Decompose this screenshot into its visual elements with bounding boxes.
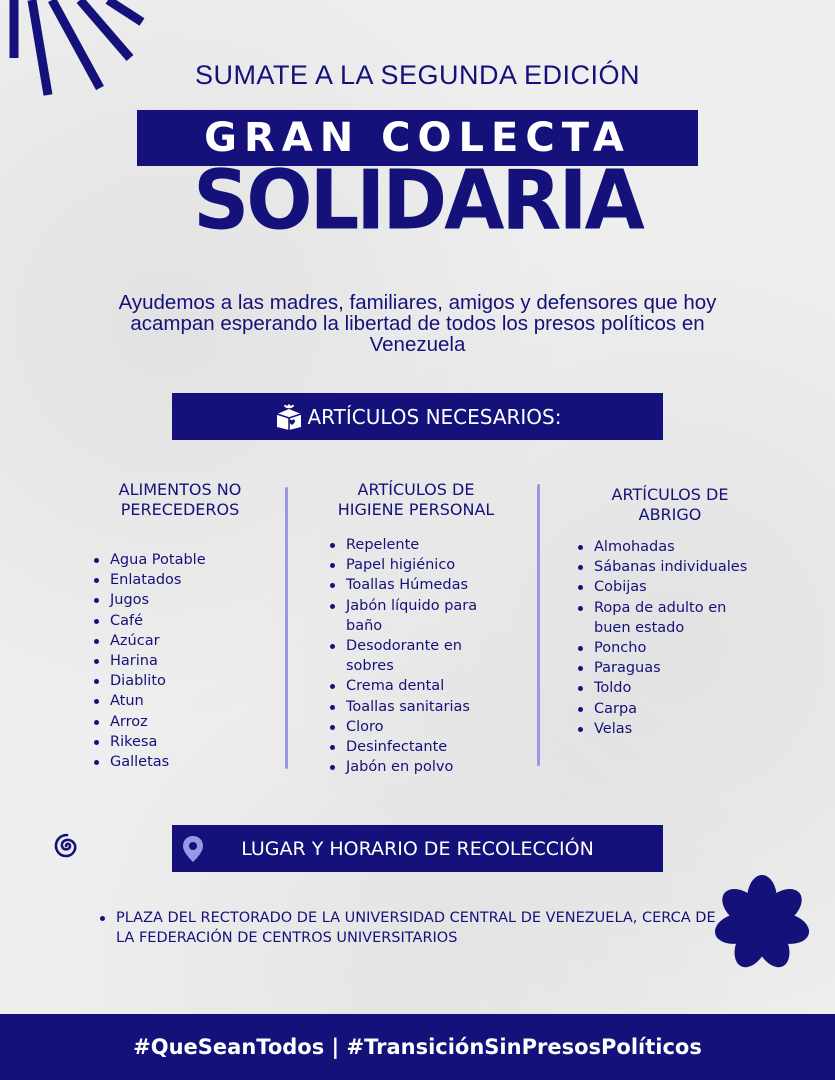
column-food — [80, 480, 280, 772]
list-item: Desodorante en sobres — [328, 636, 500, 676]
location-heading-bar — [172, 825, 663, 872]
list-item: Crema dental — [328, 676, 500, 696]
list-item: Enlatados — [92, 570, 280, 590]
list-item: Toallas Húmedas — [328, 575, 500, 595]
donation-box-icon — [274, 403, 304, 431]
articles-heading: ARTÍCULOS NECESARIOS: — [307, 404, 562, 429]
footer-hashtags: #QueSeanTodos | #TransiciónSinPresosPolíticos — [0, 1014, 835, 1080]
column-warm-items — [570, 485, 770, 739]
list-item: Cobijas — [576, 577, 766, 597]
list-item: Jugos — [92, 590, 280, 610]
warm-items-list — [576, 537, 766, 739]
list-item: Paraguas — [576, 658, 766, 678]
list-item: Poncho — [576, 638, 766, 658]
location-heading: LUGAR Y HORARIO DE RECOLECCIÓN — [241, 837, 594, 860]
list-item: Papel higiénico — [328, 555, 500, 575]
list-item: Ropa de adulto en buen estado — [576, 598, 766, 638]
list-item: Toldo — [576, 678, 766, 698]
list-item: Galletas — [92, 752, 280, 772]
flower-decoration — [712, 873, 812, 973]
food-list — [92, 550, 280, 772]
list-item: Desinfectante — [328, 737, 500, 757]
list-item: Diablito — [92, 671, 280, 691]
list-item: Café — [92, 611, 280, 631]
list-item: Cloro — [328, 717, 500, 737]
list-item: Toallas sanitarias — [328, 697, 500, 717]
title-line-2: SOLIDARIA — [193, 153, 642, 249]
hygiene-list — [328, 535, 500, 777]
list-item: Sábanas individuales — [576, 557, 766, 577]
list-item: Velas — [576, 719, 766, 739]
location-list — [98, 908, 718, 948]
list-item: Jabón en polvo — [328, 757, 500, 777]
list-item: PLAZA DEL RECTORADO DE LA UNIVERSIDAD CENTRAL DE VENEZUELA, CERCA DE LA FEDERACIÓN DE CENTROS UNIVERSITARIOS — [98, 908, 718, 948]
column-title: ALIMENTOS NO PERECEDEROS — [118, 480, 242, 519]
column-title: ARTÍCULOS DE HIGIENE PERSONAL — [337, 480, 495, 519]
list-item: Almohadas — [576, 537, 766, 557]
list-item: Repelente — [328, 535, 500, 555]
list-item: Carpa — [576, 699, 766, 719]
spiral-decoration — [48, 828, 84, 864]
list-item: Agua Potable — [92, 550, 280, 570]
list-item: Atun — [92, 691, 280, 711]
list-item: Azúcar — [92, 631, 280, 651]
list-item: Jabón líquido para baño — [328, 596, 500, 636]
column-divider — [285, 487, 288, 769]
articles-heading-bar — [172, 393, 663, 440]
column-title: ARTÍCULOS DE ABRIGO — [611, 485, 729, 524]
list-item: Arroz — [92, 712, 280, 732]
edition-subtitle: SUMATE A LA SEGUNDA EDICIÓN — [194, 60, 641, 90]
location-pin-icon — [182, 835, 204, 863]
column-divider — [537, 484, 540, 766]
column-hygiene — [316, 480, 516, 777]
list-item: Rikesa — [92, 732, 280, 752]
title-line-1: GRAN COLECTA — [204, 115, 631, 161]
list-item: Harina — [92, 651, 280, 671]
intro-text: Ayudemos a las madres, familiares, amigos y defensores que hoy acampan esperando la libertad de todos los presos políticos en Venezuela — [118, 291, 717, 356]
